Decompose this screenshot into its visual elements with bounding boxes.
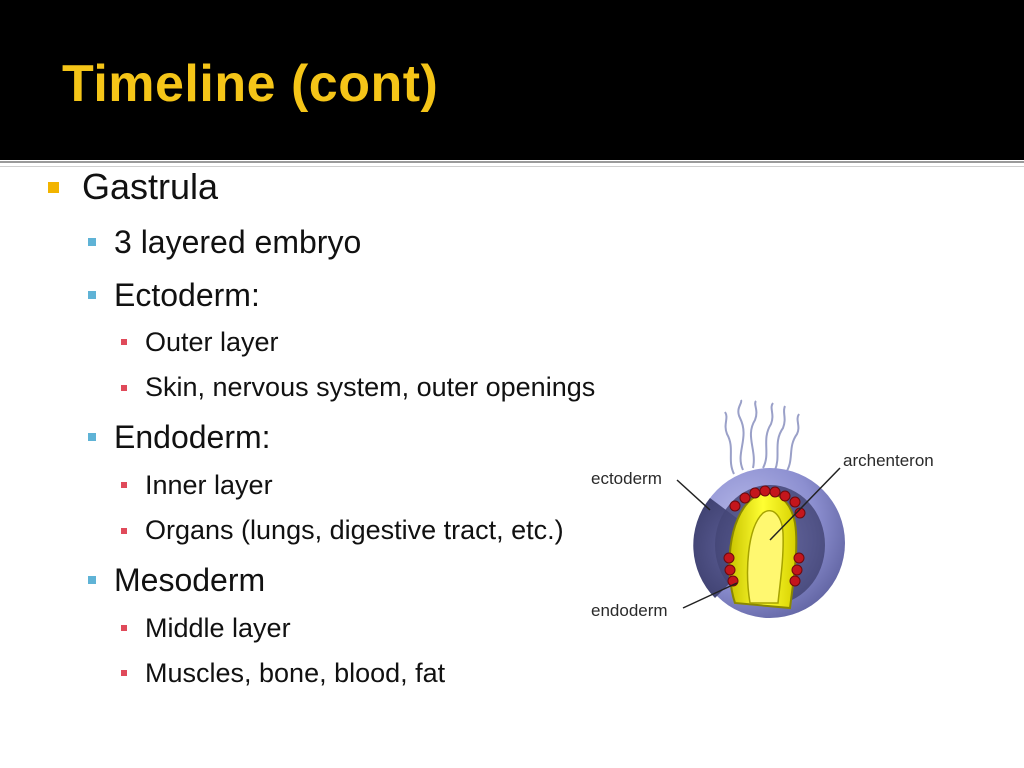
bullet-marker [48, 182, 59, 193]
bullet-ectoderm-outer-layer: Outer layer [145, 327, 279, 357]
bullet-endoderm-inner-layer: Inner layer [145, 470, 273, 500]
ectoderm-pointer [677, 480, 710, 510]
label-ectoderm: ectoderm [591, 469, 662, 488]
bullet-marker [88, 291, 96, 299]
gastrula-illustration [585, 398, 955, 628]
bullet-endoderm-organs: Organs (lungs, digestive tract, etc.) [145, 515, 564, 545]
bullet-endoderm: Endoderm: [114, 419, 271, 455]
bullet-mesoderm: Mesoderm [114, 562, 266, 598]
bullet-marker [121, 670, 127, 676]
cilia [725, 400, 799, 474]
bullet-marker [88, 433, 96, 441]
bullet-marker [121, 385, 127, 391]
gastrula-diagram [585, 398, 955, 628]
bullet-marker [121, 482, 127, 488]
bullet-gastrula: Gastrula [82, 166, 219, 207]
bullet-marker [88, 576, 96, 584]
label-archenteron: archenteron [843, 451, 934, 470]
bullet-mesoderm-middle-layer: Middle layer [145, 613, 291, 643]
bullet-marker [121, 625, 127, 631]
bullet-marker [121, 339, 127, 345]
bullet-3-layered-embryo: 3 layered embryo [114, 224, 362, 260]
title-bar [0, 0, 1024, 160]
label-endoderm: endoderm [591, 601, 668, 620]
bullet-marker [121, 528, 127, 534]
bullet-ectoderm-skin: Skin, nervous system, outer openings [145, 372, 596, 402]
bullet-marker [88, 238, 96, 246]
bullet-mesoderm-muscles: Muscles, bone, blood, fat [145, 658, 446, 688]
slide-title: Timeline (cont) [62, 55, 439, 113]
bullet-ectoderm: Ectoderm: [114, 277, 260, 313]
